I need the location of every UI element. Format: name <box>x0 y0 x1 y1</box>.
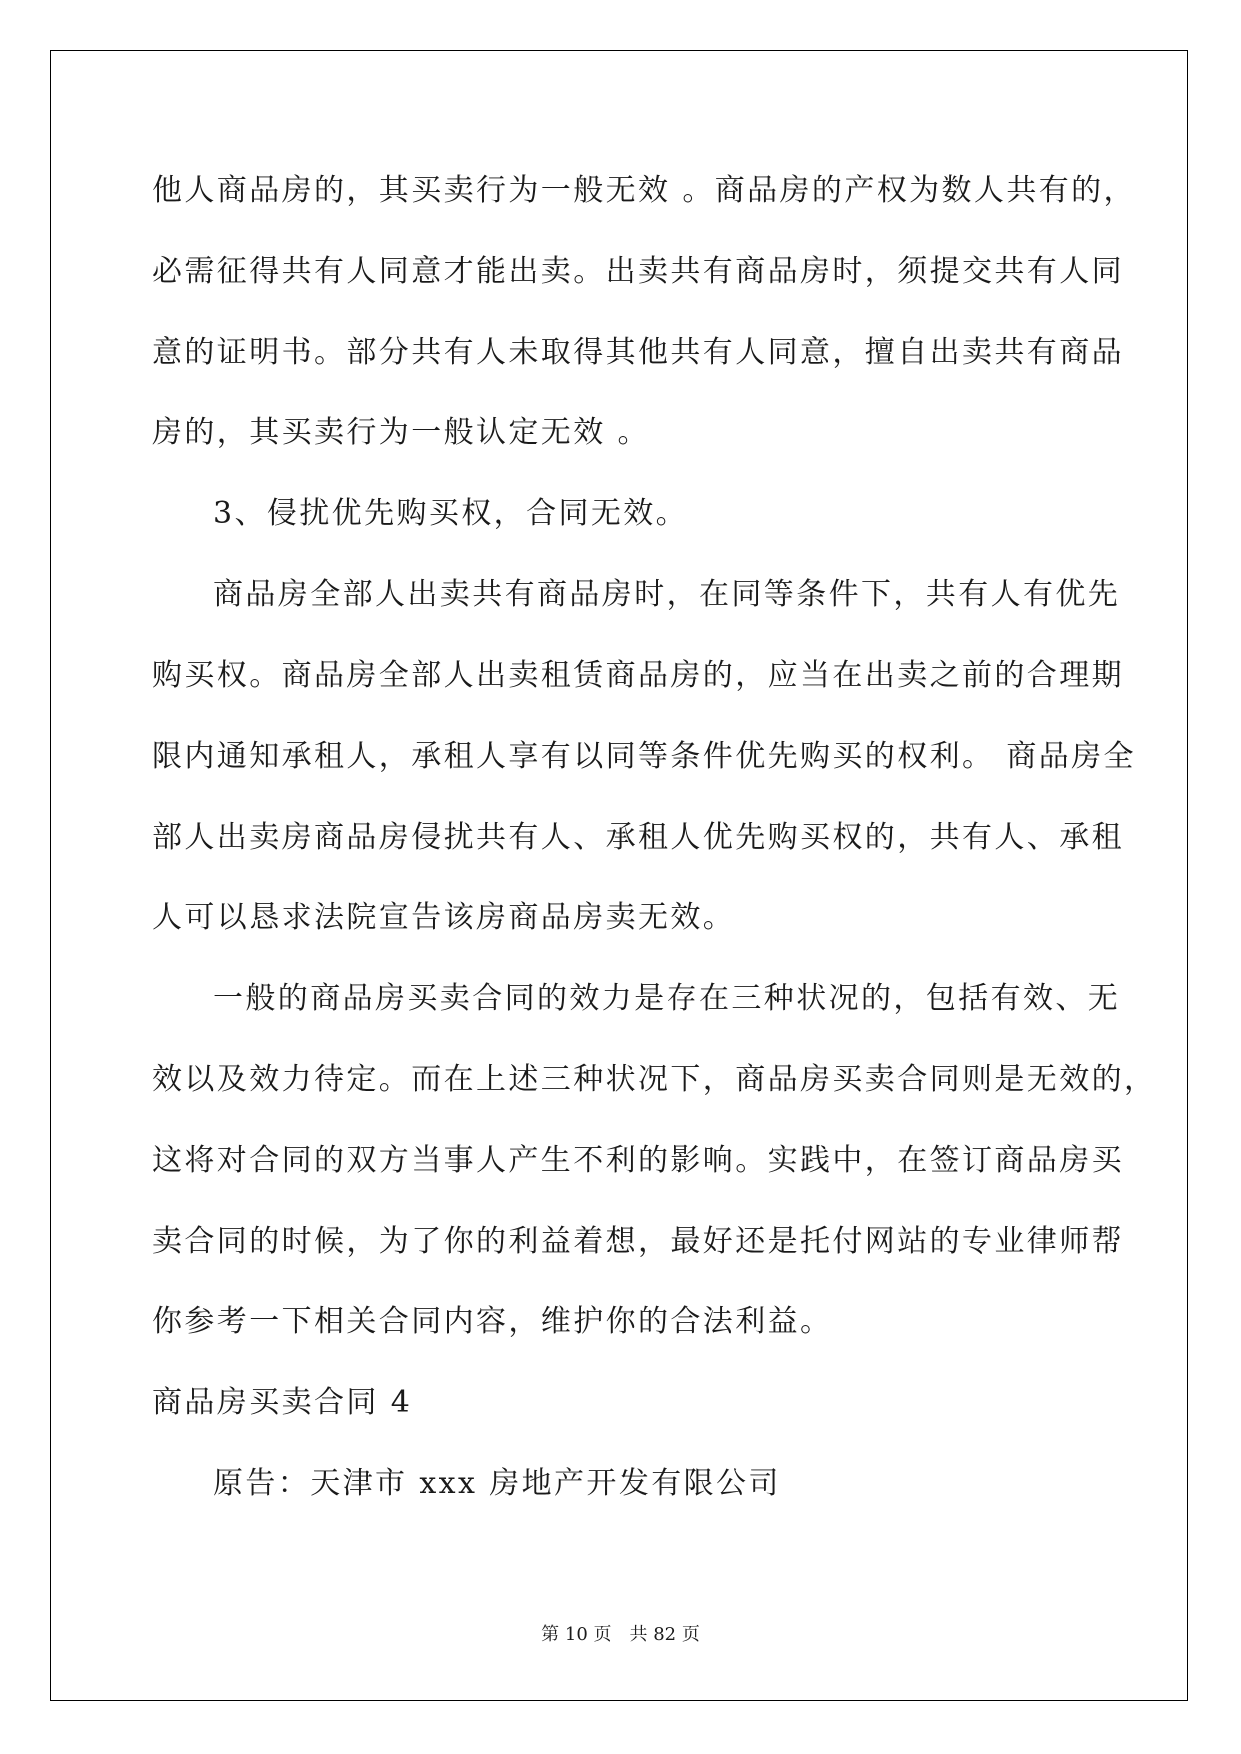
body-text-line: 他人商品房的，其买卖行为一般无效 。商品房的产权为数人共有的， <box>152 173 1136 208</box>
body-text-line: 意的证明书。部分共有人未取得其他共有人同意，擅自出卖共有商品 <box>152 335 1124 370</box>
body-text-line: 这将对合同的双方当事人产生不利的影响。实践中，在签订商品房买 <box>152 1143 1124 1178</box>
body-text-line: 人可以恳求法院宣告该房商品房卖无效。 <box>152 900 736 935</box>
section-heading: 商品房买卖合同 4 <box>152 1385 413 1420</box>
list-item-heading: 3、侵扰优先购买权，合同无效。 <box>213 496 689 531</box>
body-text-line: 效以及效力待定。而在上述三种状况下，商品房买卖合同则是无效的， <box>152 1062 1157 1097</box>
page-number-footer: 第 10 页 共 82 页 <box>541 1624 700 1645</box>
body-text-line: 原告：天津市 xxx 房地产开发有限公司 <box>213 1466 781 1501</box>
body-text-line: 购买权。商品房全部人出卖租赁商品房的，应当在出卖之前的合理期 <box>152 658 1124 693</box>
body-text-line: 部人出卖房商品房侵扰共有人、承租人优先购买权的，共有人、承租 <box>152 820 1124 855</box>
body-text-line: 你参考一下相关合同内容，维护你的合法利益。 <box>152 1304 833 1339</box>
body-text-line: 必需征得共有人同意才能出卖。出卖共有商品房时，须提交共有人同 <box>152 254 1124 289</box>
body-text-line: 卖合同的时候，为了你的利益着想，最好还是托付网站的专业律师帮 <box>152 1224 1124 1259</box>
body-text-line: 限内通知承租人，承租人享有以同等条件优先购买的权利。 商品房全 <box>152 739 1136 774</box>
body-text-line: 商品房全部人出卖共有商品房时，在同等条件下，共有人有优先 <box>213 577 1121 612</box>
body-text-line: 一般的商品房买卖合同的效力是存在三种状况的，包括有效、无 <box>213 981 1121 1016</box>
body-text-line: 房的，其买卖行为一般认定无效 。 <box>152 415 650 450</box>
page-border <box>50 50 1188 1701</box>
